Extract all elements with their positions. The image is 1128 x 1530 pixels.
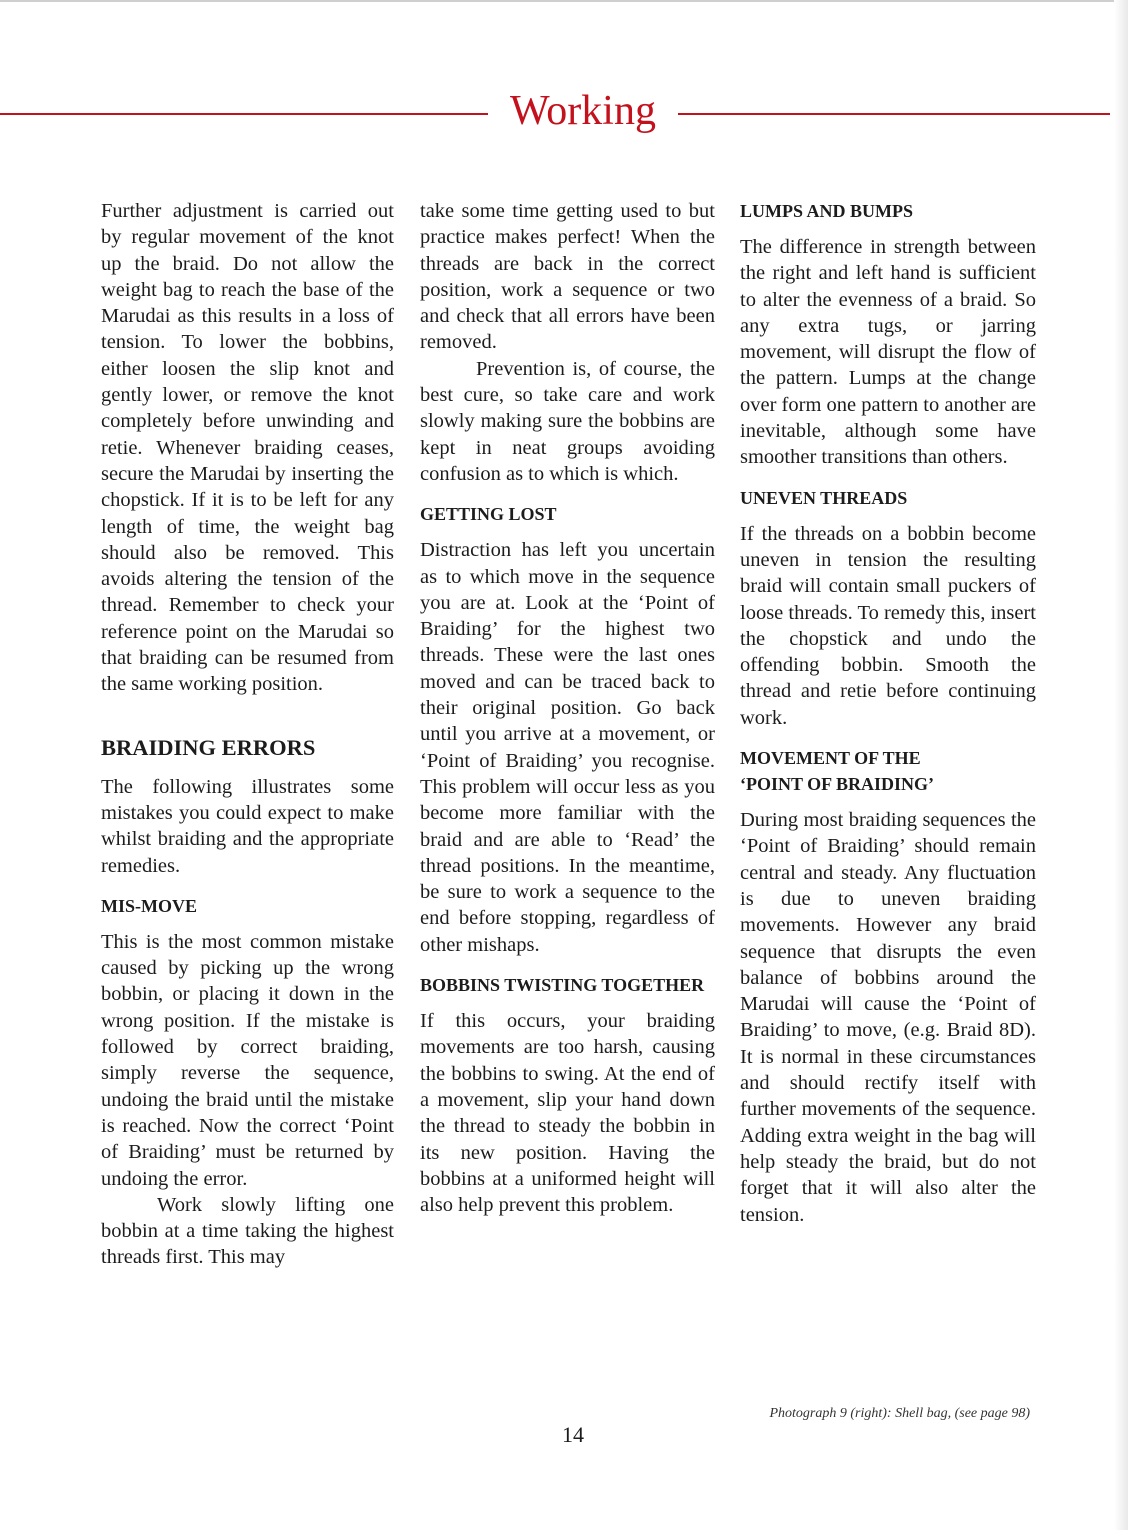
header-rule-left bbox=[0, 113, 488, 115]
paragraph-uneven: If the threads on a bobbin become uneven in tension the resulting braid will contain small puckers of loose threads. To remedy this, insert the chopstick and undo the offending bobbin. Smooth the thread and retie before continuing work. bbox=[740, 522, 1036, 729]
column-3 bbox=[740, 198, 1036, 1228]
paragraph-adjustment: Further adjustment is carried out by regular movement of the knot up the braid. Do not allow the weight bag to reach the base of the Marudai as this results in a loss of tension. To lower the bobbins, either loosen the slip knot and gently lower, or remove the knot completely before unwinding and retie. Whenever braiding ceases, secure the Marudai by inserting the chopstick. If it is to be left for any length of time, the weight bag should also be removed. This avoids altering the tension of the thread. Remember to check your reference point on the Marudai so that braiding can be resumed from the same working position. bbox=[101, 200, 394, 696]
paragraph-bobbins-twisting: If this occurs, your braiding movements are too harsh, causing the bobbins to swing. At the end of a movement, slip your hand down the thread to steady the bobbin in its new position. Having the bobbins at a uniformed height will also help prevent this problem. bbox=[420, 1010, 715, 1217]
paragraph-practice: take some time getting used to but practice makes perfect! When the threads are back in the correct position, work a sequence or two and check that all errors have been removed. bbox=[420, 200, 715, 354]
heading-mis-move: MIS-MOVE bbox=[101, 895, 197, 916]
heading-getting-lost: GETTING LOST bbox=[420, 504, 557, 525]
heading-movement-line-1: MOVEMENT OF THE bbox=[740, 748, 921, 769]
page-header bbox=[0, 84, 1110, 144]
paragraph-getting-lost: Distraction has left you uncertain as to which move in the sequence you are at. Look at the ‘Point of Braiding’ for the highest two threads. These were the last ones moved and can be traced back to their original position. Go back until you arrive at a movement, or ‘Point of Braiding’ you recognise. This problem will occur less as you become more familiar with the braid and are able to ‘Read’ the thread positions. In the meantime, be sure to work a sequence to the end before stopping, regardless of other mishaps. bbox=[420, 539, 715, 956]
column-2 bbox=[420, 198, 715, 1218]
paragraph-mis-move: This is the most common mistake caused by picking up the wrong bobbin, or placing it down in the wrong position. If the mistake is followed by correct braiding, simply reverse the sequence, undoing the braid until the mistake is reached. Now the correct ‘Point of Braiding’ must be returned by undoing the error. bbox=[101, 930, 394, 1190]
paragraph-work-slowly: Work slowly lifting one bobbin at a time taking the highest threads first. This may bbox=[101, 1193, 394, 1269]
paragraph-prevention: Prevention is, of course, the best cure, so take care and work slowly making sure the bobbins are kept in neat groups avoiding confusion as to which is which. bbox=[420, 357, 715, 485]
heading-bobbins-twisting: BOBBINS TWISTING TOGETHER bbox=[420, 975, 705, 996]
page-number: 14 bbox=[562, 1422, 584, 1447]
page-top-edge bbox=[0, 0, 1128, 2]
heading-braiding-errors: BRAIDING ERRORS bbox=[101, 734, 316, 760]
paragraph-lumps: The difference in strength between the right and left hand is sufficient to alter the evenness of a braid. So any extra tugs, or jarring movement, will disrupt the flow of the pattern. Lumps at the change over form one pattern to another are inevitable, although some have smoother transitions than others. bbox=[740, 236, 1036, 469]
paragraph-movement: During most braiding sequences the ‘Point of Braiding’ should remain central and steady. Any fluctuation is due to uneven braiding movements. However any braid sequence that disrupts the even balance of bobbins around the Marudai will cause the ‘Point of Braiding’ to move, (e.g. Braid 8D). It is normal in these circumstances and should rectify itself with further movements of the sequence. Adding extra weight in the bag will help steady the braid, but do not forget that it will also alter the tension. bbox=[740, 809, 1036, 1226]
paragraph-errors-intro: The following illustrates some mistakes you could expect to make whilst braiding and the appropriate remedies. bbox=[101, 775, 394, 877]
photo-caption: Photograph 9 (right): Shell bag, (see page 98) bbox=[769, 1406, 1030, 1421]
heading-uneven-threads: UNEVEN THREADS bbox=[740, 487, 908, 508]
heading-movement-line-2: ‘POINT OF BRAIDING’ bbox=[740, 774, 935, 795]
column-1 bbox=[101, 198, 394, 1271]
heading-lumps-and-bumps: LUMPS AND BUMPS bbox=[740, 201, 914, 221]
header-rule-right bbox=[678, 113, 1110, 115]
page-right-edge-shadow bbox=[1114, 0, 1128, 1530]
page-title: Working bbox=[510, 88, 656, 134]
heading-movement-point bbox=[740, 745, 1036, 797]
